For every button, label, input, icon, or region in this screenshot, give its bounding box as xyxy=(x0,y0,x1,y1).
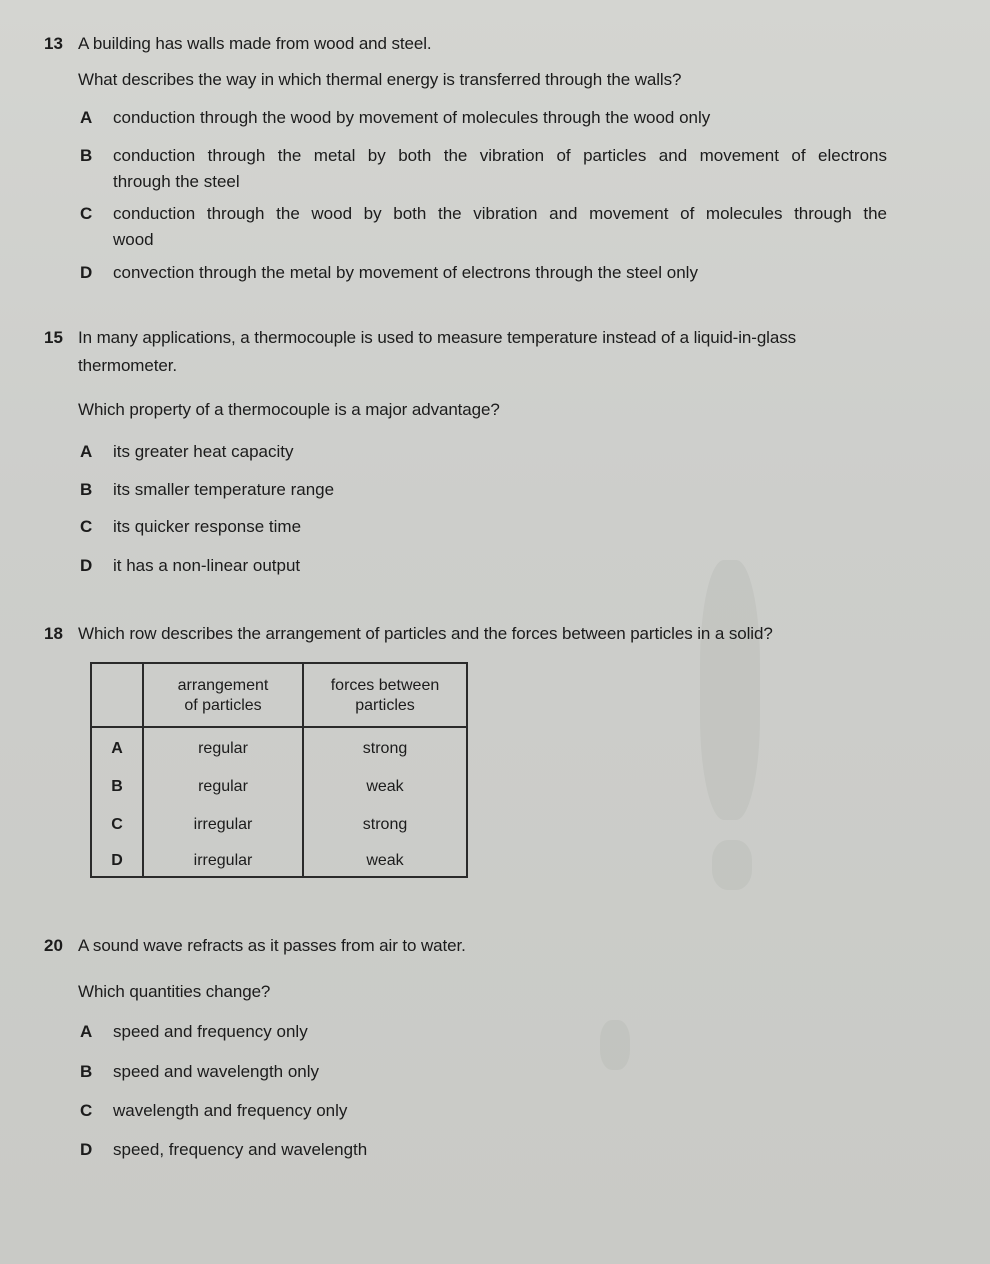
question-18-stem: Which row describes the arrangement of particles and the forces between particles in a solid? xyxy=(78,624,773,643)
table-header-forces xyxy=(304,676,466,716)
q13-option-c-text-line1: conduction through the wood by both the vibration and movement of molecules through the xyxy=(113,204,887,223)
q13-option-a-text: conduction through the wood by movement of molecules through the wood only xyxy=(113,108,711,127)
table-divider xyxy=(92,726,466,728)
question-20-prompt: Which quantities change? xyxy=(78,982,271,1001)
table-row-d-forces: weak xyxy=(366,852,404,869)
table-header-arrangement-line2: of particles xyxy=(184,697,262,714)
question-15-stem-line2: thermometer. xyxy=(78,356,177,375)
table-row-a-arrangement: regular xyxy=(198,740,248,757)
q13-option-b-text-line1: conduction through the metal by both the vibration of particles and movement of electrons xyxy=(113,146,887,165)
q15-option-d-text: it has a non-linear output xyxy=(113,556,301,575)
table-row-c-arrangement: irregular xyxy=(193,816,253,833)
q13-option-b-text-line2: through the steel xyxy=(113,172,240,191)
table-row-a-letter: A xyxy=(111,740,123,757)
q20-option-a-letter: A xyxy=(80,1022,93,1041)
q15-option-a-text: its greater heat capacity xyxy=(113,442,294,461)
table-row-a-forces: strong xyxy=(362,740,408,757)
q20-option-d-text: speed, frequency and wavelength xyxy=(113,1140,368,1159)
table-header-arrangement-line1: arrangement xyxy=(177,677,269,694)
q20-option-c-letter: C xyxy=(80,1101,93,1120)
q13-option-d-letter: D xyxy=(80,263,93,282)
table-header-forces-line1: forces between xyxy=(330,677,440,694)
question-15-stem-line1: In many applications, a thermocouple is used to measure temperature instead of a liquid-in-glass xyxy=(78,328,797,347)
q20-option-a-text: speed and frequency only xyxy=(113,1022,308,1041)
question-18-number: 18 xyxy=(44,624,63,643)
table-row-b-arrangement: regular xyxy=(198,778,248,795)
q13-option-a-letter: A xyxy=(80,108,93,127)
q15-option-d-letter: D xyxy=(80,556,93,575)
show-through-mark xyxy=(600,1020,630,1070)
table-row-c-letter: C xyxy=(111,816,123,833)
question-20-stem: A sound wave refracts as it passes from air to water. xyxy=(78,936,466,955)
question-13-stem: A building has walls made from wood and steel. xyxy=(78,34,432,53)
question-15-prompt: Which property of a thermocouple is a major advantage? xyxy=(78,400,500,419)
q13-option-c-text-line2: wood xyxy=(113,230,154,249)
q20-option-b-letter: B xyxy=(80,1062,93,1081)
q15-option-b-letter: B xyxy=(80,480,93,499)
table-row-c-forces: strong xyxy=(362,816,408,833)
table-row-d-letter: D xyxy=(111,852,123,869)
q13-option-c-letter: C xyxy=(80,204,93,223)
q13-option-b-letter: B xyxy=(80,146,93,165)
q20-option-c-text: wavelength and frequency only xyxy=(113,1101,348,1120)
question-15-number: 15 xyxy=(44,328,63,347)
table-row-b-letter: B xyxy=(111,778,123,795)
show-through-mark xyxy=(712,840,752,890)
q15-option-a-letter: A xyxy=(80,442,93,461)
q20-option-d-letter: D xyxy=(80,1140,93,1159)
particles-table xyxy=(90,662,468,878)
q13-option-d-text: convection through the metal by movement of electrons through the steel only xyxy=(113,263,698,282)
table-row-d-arrangement: irregular xyxy=(193,852,253,869)
question-13-prompt: What describes the way in which thermal energy is transferred through the walls? xyxy=(78,70,682,89)
q15-option-b-text: its smaller temperature range xyxy=(113,480,335,499)
question-20-number: 20 xyxy=(44,936,63,955)
question-13-number: 13 xyxy=(44,34,63,53)
show-through-mark xyxy=(700,560,760,820)
q15-option-c-text: its quicker response time xyxy=(113,517,302,536)
table-header-forces-line2: particles xyxy=(355,697,415,714)
q15-option-c-letter: C xyxy=(80,517,93,536)
table-header-arrangement xyxy=(144,676,302,716)
q20-option-b-text: speed and wavelength only xyxy=(113,1062,320,1081)
table-row-b-forces: weak xyxy=(366,778,404,795)
